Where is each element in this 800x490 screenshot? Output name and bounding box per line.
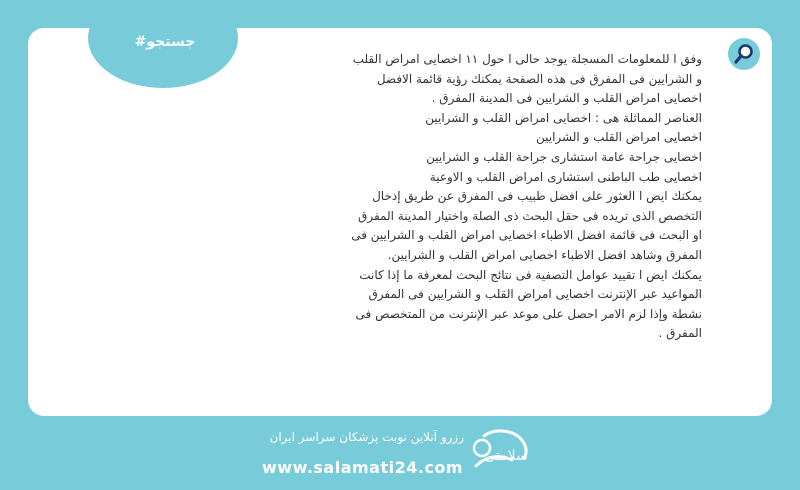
search-icon [728, 38, 760, 70]
paragraph-intro: وفق ا للمعلومات المسجلة يوجد حالى ا حول ۱۱ اخصایی امراض القلب و الشرايين فی المفرق فی هذه الصفحة يمكنك رؤية قائمة الافضل اخصایی امراض القلب و الشرايين فی المدينة المفرق . [352, 52, 702, 106]
paragraph-find-doctor: يمكنك ايض ا العثور على افضل طبيب فی المفرق عن طريق إدخال التخصص الذی تريده فی حقل البحث ذی الصلة واختيار المدينة المفرق او البحث فی قائمة افضل الاطباء اخصایی امراض القلب و الشرايين فی المفرق وشاهد افضل الاطباء اخصایی امراض القلب و الشرايين. [351, 189, 702, 262]
paragraph-item-3: اخصایی طب الباطنی استشاری امراض القلب و الاوعية [429, 169, 702, 184]
salamati-logo[interactable] [470, 426, 542, 478]
paragraph-filters: يمكنك ايض ا تقييد عوامل التصفية فی نتائج البحث لمعرفة ما إذا كانت المواعيد عبر الإنترنت اخصایی امراض القلب و الشرايين فی المفرق نشطة وإذا لزم الامر احصل على موعد عبر الإنترنت من المتخصص فی المفرق . [355, 267, 702, 341]
description-text [348, 50, 702, 344]
logo-wordmark: سلامتی [484, 448, 528, 464]
search-hashtag-link[interactable]: #جستجو [134, 34, 196, 50]
paragraph-item-1: اخصایی امراض القلب و الشرايين [536, 130, 702, 145]
search-button[interactable] [728, 38, 760, 70]
content-card [28, 28, 772, 416]
footer-url-link[interactable]: www.salamati24.com [262, 458, 464, 477]
paragraph-item-2: اخصایی جراحة عامة استشاری جراحة القلب و الشرايين [426, 149, 702, 164]
paragraph-similar: العناصر المماثلة هی : اخصایی امراض القلب و الشرايين [425, 110, 702, 125]
footer-tagline: رزرو آنلاین نوبت پزشکان سراسر ایران [269, 430, 464, 444]
